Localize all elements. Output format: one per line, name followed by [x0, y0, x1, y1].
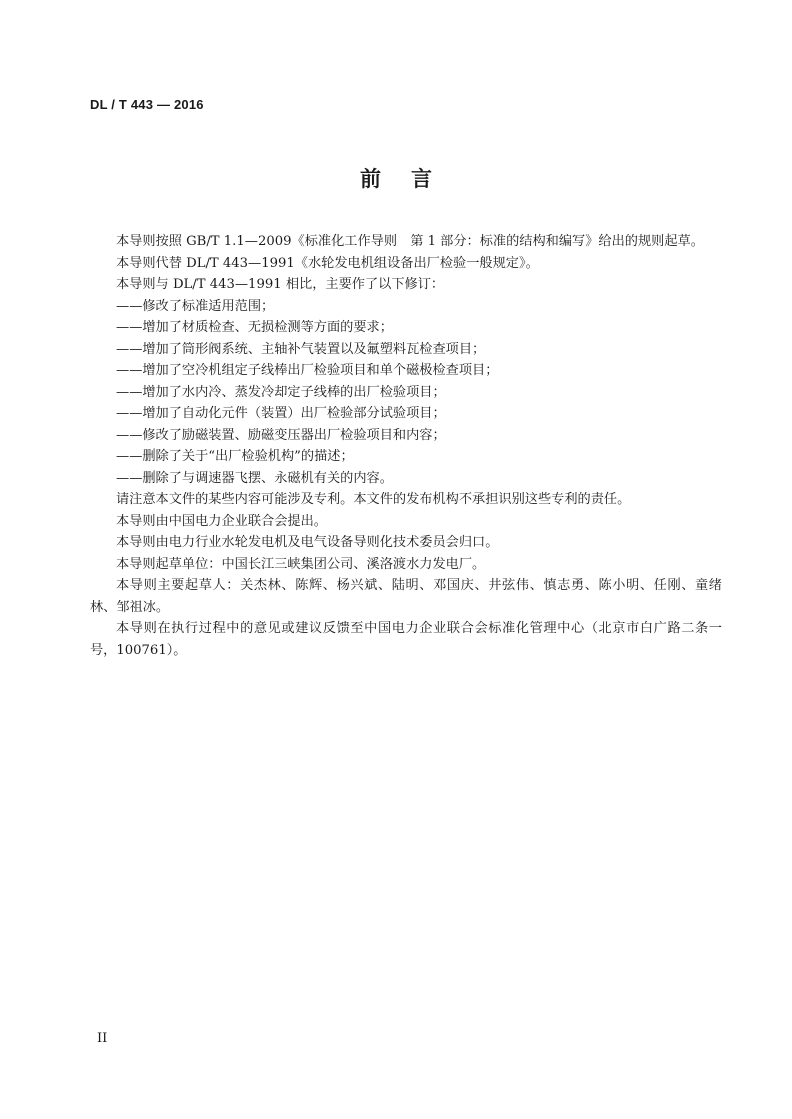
paragraph-committee: 本导则由电力行业水轮发电机及电气设备导则化技术委员会归口。	[116, 535, 499, 550]
page-number: II	[97, 1031, 108, 1046]
list-item-change: ——修改了励磁装置、励磁变压器出厂检验项目和内容；	[116, 427, 446, 443]
preface-body	[90, 231, 722, 661]
paragraph-drafters: 本导则主要起草人：关杰林、陈辉、杨兴斌、陆明、邓国庆、井弦伟、慎志勇、陈小明、任刚、童绪林、邹祖冰。	[90, 578, 722, 615]
paragraph-drafting-rules: 本导则按照 GB/T 1.1—2009《标准化工作导则 第 1 部分：标准的结构和编写》给出的规则起草。	[116, 234, 704, 249]
list-item-change: ——增加了筒形阀系统、主轴补气装置以及氟塑料瓦检查项目；	[116, 341, 486, 357]
paragraph-changes-intro: 本导则与 DL/T 443—1991 相比，主要作了以下修订：	[116, 277, 445, 292]
list-item-change: ——删除了关于“出厂检验机构”的描述；	[116, 449, 354, 464]
list-item-change: ——增加了自动化元件（装置）出厂检验部分试验项目；	[116, 406, 446, 421]
list-item-change: ——删除了与调速器飞摆、永磁机有关的内容。	[116, 470, 393, 486]
list-item-change: ——增加了水内冷、蒸发冷却定子线棒的出厂检验项目；	[116, 384, 446, 400]
paragraph-patent-notice: 请注意本文件的某些内容可能涉及专利。本文件的发布机构不承担识别这些专利的责任。	[116, 492, 631, 507]
paragraph-replaces: 本导则代替 DL/T 443—1991《水轮发电机组设备出厂检验一般规定》。	[116, 255, 539, 271]
paragraph-drafting-unit: 本导则起草单位：中国长江三峡集团公司、溪洛渡水力发电厂。	[116, 556, 486, 572]
paragraph-feedback: 本导则在执行过程中的意见或建议反馈至中国电力企业联合会标准化管理中心（北京市白广路二条一号，100761）。	[90, 621, 722, 658]
page-title: 前言	[360, 167, 462, 191]
list-item-change: ——修改了标准适用范围；	[116, 298, 275, 314]
list-item-change: ——增加了空冷机组定子线棒出厂检验项目和单个磁极检查项目；	[116, 363, 499, 378]
standard-code-header: DL / T 443 — 2016	[90, 97, 204, 112]
list-item-change: ——增加了材质检查、无损检测等方面的要求；	[116, 320, 393, 335]
paragraph-proposer: 本导则由中国电力企业联合会提出。	[116, 513, 327, 529]
